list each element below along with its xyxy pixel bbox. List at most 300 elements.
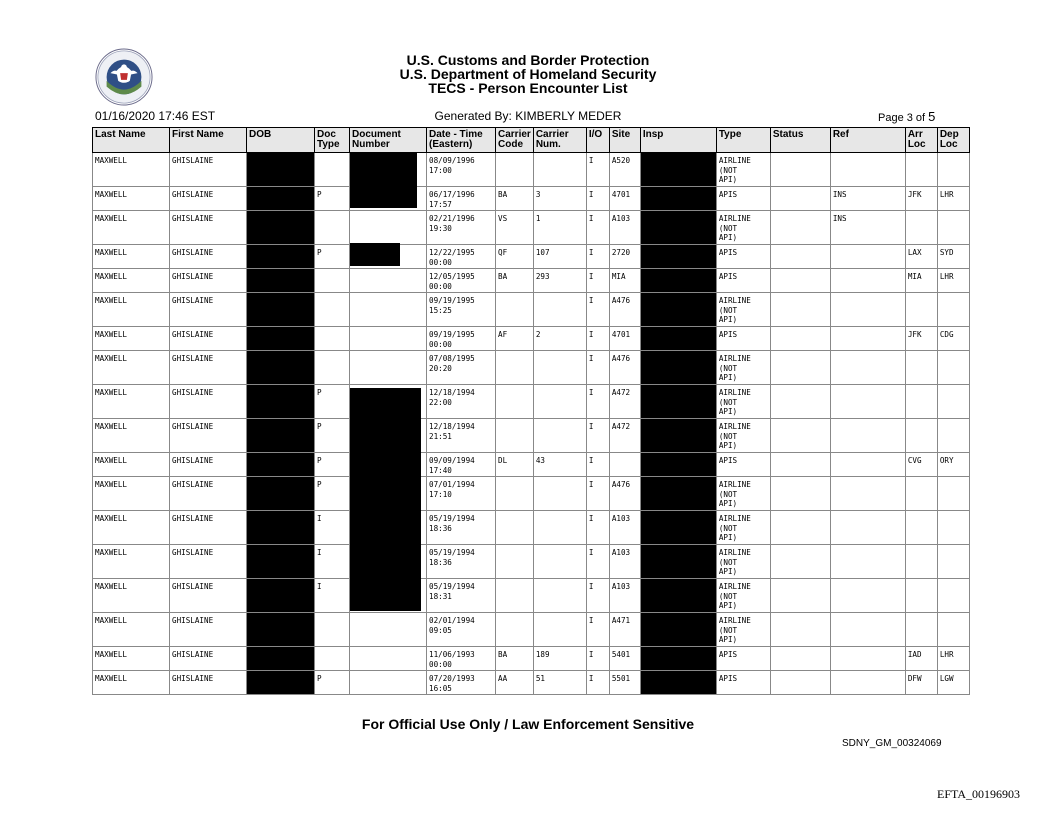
first-name-cell: GHISLAINE (170, 245, 247, 269)
type-cell: AIRLINE (NOT API) (716, 211, 770, 245)
doc-type-cell (315, 153, 350, 187)
site-cell: A472 (609, 385, 640, 419)
dob-cell (247, 647, 315, 671)
io-cell: I (586, 327, 609, 351)
redaction-block (350, 388, 421, 611)
type-cell: APIS (716, 269, 770, 293)
date-time-cell: 02/21/1996 19:30 (427, 211, 496, 245)
carrier-code-cell: QF (496, 245, 534, 269)
last-name-cell: MAXWELL (93, 477, 170, 511)
status-cell (770, 671, 830, 695)
first-name-cell: GHISLAINE (170, 671, 247, 695)
arr-loc-cell (905, 153, 937, 187)
first-name-cell: GHISLAINE (170, 579, 247, 613)
dep-loc-cell: SYD (937, 245, 969, 269)
department-title: U.S. Department of Homeland Security (399, 66, 657, 82)
dob-cell (247, 269, 315, 293)
insp-cell (640, 613, 716, 647)
date-time-cell: 08/09/1996 17:00 (427, 153, 496, 187)
first-name-cell: GHISLAINE (170, 613, 247, 647)
redaction-block (350, 153, 417, 208)
doc-type-cell: P (315, 477, 350, 511)
carrier-num-cell (533, 419, 586, 453)
io-cell: I (586, 477, 609, 511)
table-row (93, 579, 970, 613)
carrier-num-cell: 43 (533, 453, 586, 477)
doc-type-cell: I (315, 579, 350, 613)
ref-cell (830, 647, 905, 671)
table-row (93, 153, 970, 187)
first-name-cell: GHISLAINE (170, 385, 247, 419)
col-header: Carrier Code (496, 128, 534, 153)
arr-loc-cell (905, 613, 937, 647)
last-name-cell: MAXWELL (93, 545, 170, 579)
last-name-cell: MAXWELL (93, 293, 170, 327)
type-cell: APIS (716, 671, 770, 695)
dep-loc-cell (937, 511, 969, 545)
date-time-cell: 12/18/1994 21:51 (427, 419, 496, 453)
carrier-num-cell (533, 477, 586, 511)
ref-cell: INS (830, 187, 905, 211)
table-row (93, 647, 970, 671)
col-header: Type (716, 128, 770, 153)
site-cell: 5501 (609, 671, 640, 695)
insp-cell (640, 419, 716, 453)
insp-cell (640, 385, 716, 419)
doc-type-cell: P (315, 187, 350, 211)
carrier-num-cell: 2 (533, 327, 586, 351)
dep-loc-cell: LHR (937, 187, 969, 211)
table-header-row (93, 128, 970, 153)
type-cell: APIS (716, 245, 770, 269)
io-cell: I (586, 453, 609, 477)
date-time-cell: 07/08/1995 20:20 (427, 351, 496, 385)
date-time-cell: 12/18/1994 22:00 (427, 385, 496, 419)
io-cell: I (586, 269, 609, 293)
arr-loc-cell: JFK (905, 187, 937, 211)
site-cell: A103 (609, 579, 640, 613)
date-time-cell: 02/01/1994 09:05 (427, 613, 496, 647)
carrier-num-cell: 3 (533, 187, 586, 211)
first-name-cell: GHISLAINE (170, 351, 247, 385)
last-name-cell: MAXWELL (93, 245, 170, 269)
dob-cell (247, 545, 315, 579)
last-name-cell: MAXWELL (93, 613, 170, 647)
io-cell: I (586, 153, 609, 187)
type-cell: AIRLINE (NOT API) (716, 293, 770, 327)
first-name-cell: GHISLAINE (170, 187, 247, 211)
ref-cell (830, 245, 905, 269)
date-time-cell: 11/06/1993 00:00 (427, 647, 496, 671)
dob-cell (247, 419, 315, 453)
carrier-code-cell: BA (496, 187, 534, 211)
insp-cell (640, 211, 716, 245)
site-cell: A103 (609, 511, 640, 545)
arr-loc-cell (905, 477, 937, 511)
doc-type-cell: P (315, 453, 350, 477)
last-name-cell: MAXWELL (93, 511, 170, 545)
type-cell: AIRLINE (NOT API) (716, 545, 770, 579)
table-row (93, 385, 970, 419)
carrier-code-cell: DL (496, 453, 534, 477)
encounter-table (92, 127, 970, 695)
ref-cell (830, 453, 905, 477)
carrier-code-cell (496, 511, 534, 545)
type-cell: AIRLINE (NOT API) (716, 613, 770, 647)
ref-cell (830, 545, 905, 579)
agency-title: U.S. Customs and Border Protection (406, 52, 650, 68)
site-cell: A476 (609, 293, 640, 327)
carrier-num-cell (533, 293, 586, 327)
page-prefix: Page 3 of (878, 112, 929, 124)
io-cell: I (586, 511, 609, 545)
type-cell: APIS (716, 647, 770, 671)
table-row (93, 419, 970, 453)
col-header: Ref (830, 128, 905, 153)
dob-cell (247, 187, 315, 211)
dep-loc-cell (937, 211, 969, 245)
document-number-cell (350, 327, 427, 351)
type-cell: AIRLINE (NOT API) (716, 477, 770, 511)
status-cell (770, 211, 830, 245)
col-header: Insp (640, 128, 716, 153)
dep-loc-cell (937, 293, 969, 327)
type-cell: AIRLINE (NOT API) (716, 385, 770, 419)
document-number-cell (350, 211, 427, 245)
arr-loc-cell (905, 293, 937, 327)
dob-cell (247, 293, 315, 327)
type-cell: AIRLINE (NOT API) (716, 153, 770, 187)
dob-cell (247, 327, 315, 351)
last-name-cell: MAXWELL (93, 187, 170, 211)
col-header: Date - Time (Eastern) (427, 128, 496, 153)
first-name-cell: GHISLAINE (170, 647, 247, 671)
arr-loc-cell (905, 545, 937, 579)
arr-loc-cell (905, 419, 937, 453)
document-number-cell (350, 269, 427, 293)
site-cell: 4701 (609, 187, 640, 211)
ref-cell: INS (830, 211, 905, 245)
ref-cell (830, 153, 905, 187)
carrier-code-cell (496, 293, 534, 327)
ref-cell (830, 269, 905, 293)
dob-cell (247, 477, 315, 511)
type-cell: APIS (716, 453, 770, 477)
ref-cell (830, 613, 905, 647)
table-row (93, 327, 970, 351)
doc-type-cell (315, 211, 350, 245)
dob-cell (247, 453, 315, 477)
type-cell: AIRLINE (NOT API) (716, 579, 770, 613)
first-name-cell: GHISLAINE (170, 211, 247, 245)
insp-cell (640, 671, 716, 695)
table-row (93, 453, 970, 477)
insp-cell (640, 579, 716, 613)
document-number-cell (350, 293, 427, 327)
col-header: Last Name (93, 128, 170, 153)
doc-type-cell (315, 269, 350, 293)
io-cell: I (586, 351, 609, 385)
carrier-code-cell: VS (496, 211, 534, 245)
io-cell: I (586, 187, 609, 211)
date-time-cell: 05/19/1994 18:31 (427, 579, 496, 613)
date-time-cell: 09/19/1995 15:25 (427, 293, 496, 327)
carrier-code-cell (496, 579, 534, 613)
dob-cell (247, 579, 315, 613)
carrier-num-cell (533, 579, 586, 613)
insp-cell (640, 351, 716, 385)
status-cell (770, 385, 830, 419)
date-time-cell: 05/19/1994 18:36 (427, 511, 496, 545)
dep-loc-cell (937, 477, 969, 511)
arr-loc-cell (905, 211, 937, 245)
site-cell: A472 (609, 419, 640, 453)
document-number-cell (350, 647, 427, 671)
first-name-cell: GHISLAINE (170, 269, 247, 293)
dep-loc-cell (937, 153, 969, 187)
status-cell (770, 419, 830, 453)
first-name-cell: GHISLAINE (170, 453, 247, 477)
last-name-cell: MAXWELL (93, 647, 170, 671)
last-name-cell: MAXWELL (93, 153, 170, 187)
col-header: Status (770, 128, 830, 153)
carrier-code-cell (496, 385, 534, 419)
bates-number: SDNY_GM_00324069 (842, 738, 942, 749)
doc-type-cell (315, 613, 350, 647)
col-header: First Name (170, 128, 247, 153)
type-cell: AIRLINE (NOT API) (716, 351, 770, 385)
carrier-num-cell (533, 153, 586, 187)
table-row (93, 671, 970, 695)
first-name-cell: GHISLAINE (170, 419, 247, 453)
dep-loc-cell (937, 579, 969, 613)
ref-cell (830, 671, 905, 695)
site-cell: 2720 (609, 245, 640, 269)
status-cell (770, 269, 830, 293)
io-cell: I (586, 293, 609, 327)
io-cell: I (586, 211, 609, 245)
first-name-cell: GHISLAINE (170, 153, 247, 187)
table-row (93, 351, 970, 385)
carrier-code-cell (496, 613, 534, 647)
carrier-num-cell: 107 (533, 245, 586, 269)
type-cell: APIS (716, 187, 770, 211)
date-time-cell: 06/17/1996 17:57 (427, 187, 496, 211)
last-name-cell: MAXWELL (93, 419, 170, 453)
dep-loc-cell: LHR (937, 647, 969, 671)
site-cell: 4701 (609, 327, 640, 351)
io-cell: I (586, 613, 609, 647)
doc-type-cell: P (315, 419, 350, 453)
insp-cell (640, 453, 716, 477)
dep-loc-cell (937, 419, 969, 453)
status-cell (770, 293, 830, 327)
first-name-cell: GHISLAINE (170, 545, 247, 579)
carrier-code-cell: AA (496, 671, 534, 695)
date-time-cell: 12/22/1995 00:00 (427, 245, 496, 269)
carrier-num-cell: 51 (533, 671, 586, 695)
doc-type-cell (315, 647, 350, 671)
document-number-cell (350, 351, 427, 385)
dep-loc-cell: ORY (937, 453, 969, 477)
doc-type-cell: P (315, 385, 350, 419)
arr-loc-cell: DFW (905, 671, 937, 695)
carrier-code-cell (496, 153, 534, 187)
status-cell (770, 453, 830, 477)
table-row (93, 245, 970, 269)
status-cell (770, 351, 830, 385)
ref-cell (830, 293, 905, 327)
dep-loc-cell: LGW (937, 671, 969, 695)
dep-loc-cell (937, 385, 969, 419)
col-header: Dep Loc (937, 128, 969, 153)
status-cell (770, 545, 830, 579)
status-cell (770, 153, 830, 187)
dob-cell (247, 351, 315, 385)
ref-cell (830, 477, 905, 511)
first-name-cell: GHISLAINE (170, 293, 247, 327)
security-notice: For Official Use Only / Law Enforcement Sensitive (361, 716, 695, 732)
carrier-num-cell: 189 (533, 647, 586, 671)
io-cell: I (586, 671, 609, 695)
doc-type-cell: P (315, 245, 350, 269)
insp-cell (640, 153, 716, 187)
first-name-cell: GHISLAINE (170, 477, 247, 511)
last-name-cell: MAXWELL (93, 211, 170, 245)
doc-type-cell: I (315, 511, 350, 545)
report-title: TECS - Person Encounter List (428, 80, 628, 96)
last-name-cell: MAXWELL (93, 579, 170, 613)
carrier-num-cell (533, 385, 586, 419)
document-number-cell (350, 671, 427, 695)
arr-loc-cell (905, 385, 937, 419)
carrier-code-cell (496, 545, 534, 579)
insp-cell (640, 511, 716, 545)
dob-cell (247, 671, 315, 695)
date-time-cell: 07/01/1994 17:10 (427, 477, 496, 511)
table-row (93, 613, 970, 647)
site-cell: A103 (609, 545, 640, 579)
date-time-cell: 09/09/1994 17:40 (427, 453, 496, 477)
io-cell: I (586, 579, 609, 613)
dep-loc-cell (937, 351, 969, 385)
table-row (93, 269, 970, 293)
doc-type-cell (315, 327, 350, 351)
table-row (93, 187, 970, 211)
carrier-code-cell (496, 419, 534, 453)
date-time-cell: 12/05/1995 00:00 (427, 269, 496, 293)
insp-cell (640, 327, 716, 351)
status-cell (770, 187, 830, 211)
last-name-cell: MAXWELL (93, 453, 170, 477)
col-header: Site (609, 128, 640, 153)
doc-type-cell (315, 351, 350, 385)
carrier-code-cell: AF (496, 327, 534, 351)
last-name-cell: MAXWELL (93, 269, 170, 293)
insp-cell (640, 293, 716, 327)
last-name-cell: MAXWELL (93, 327, 170, 351)
site-cell: 5401 (609, 647, 640, 671)
carrier-num-cell (533, 613, 586, 647)
site-cell: A471 (609, 613, 640, 647)
carrier-num-cell: 293 (533, 269, 586, 293)
insp-cell (640, 647, 716, 671)
redaction-block (350, 243, 400, 266)
ref-cell (830, 579, 905, 613)
carrier-code-cell (496, 351, 534, 385)
print-date: 01/16/2020 17:46 EST (95, 109, 216, 123)
status-cell (770, 579, 830, 613)
status-cell (770, 647, 830, 671)
status-cell (770, 327, 830, 351)
carrier-num-cell (533, 511, 586, 545)
ref-cell (830, 351, 905, 385)
col-header: I/O (586, 128, 609, 153)
type-cell: APIS (716, 327, 770, 351)
type-cell: AIRLINE (NOT API) (716, 419, 770, 453)
date-time-cell: 09/19/1995 00:00 (427, 327, 496, 351)
carrier-code-cell: BA (496, 647, 534, 671)
table-row (93, 293, 970, 327)
dep-loc-cell (937, 545, 969, 579)
last-name-cell: MAXWELL (93, 671, 170, 695)
status-cell (770, 477, 830, 511)
generated-by: Generated By: KIMBERLY MEDER (434, 109, 622, 123)
doc-type-cell: I (315, 545, 350, 579)
status-cell (770, 511, 830, 545)
status-cell (770, 245, 830, 269)
dep-loc-cell: LHR (937, 269, 969, 293)
io-cell: I (586, 419, 609, 453)
table-row (93, 477, 970, 511)
carrier-num-cell (533, 545, 586, 579)
arr-loc-cell: JFK (905, 327, 937, 351)
efta-number: EFTA_00196903 (937, 787, 1021, 801)
table-row (93, 511, 970, 545)
dob-cell (247, 211, 315, 245)
carrier-code-cell (496, 477, 534, 511)
arr-loc-cell: CVG (905, 453, 937, 477)
dep-loc-cell (937, 613, 969, 647)
page-indicator (878, 109, 935, 124)
site-cell: A476 (609, 477, 640, 511)
arr-loc-cell (905, 511, 937, 545)
table-row (93, 545, 970, 579)
dob-cell (247, 511, 315, 545)
site-cell: A476 (609, 351, 640, 385)
io-cell: I (586, 385, 609, 419)
page-total: 5 (928, 109, 936, 124)
insp-cell (640, 269, 716, 293)
arr-loc-cell: LAX (905, 245, 937, 269)
doc-type-cell: P (315, 671, 350, 695)
ref-cell (830, 327, 905, 351)
arr-loc-cell (905, 579, 937, 613)
table-row (93, 211, 970, 245)
col-header: Arr Loc (905, 128, 937, 153)
site-cell: MIA (609, 269, 640, 293)
date-time-cell: 07/20/1993 16:05 (427, 671, 496, 695)
last-name-cell: MAXWELL (93, 351, 170, 385)
date-time-cell: 05/19/1994 18:36 (427, 545, 496, 579)
arr-loc-cell: MIA (905, 269, 937, 293)
dob-cell (247, 613, 315, 647)
site-cell (609, 453, 640, 477)
col-header: DOB (247, 128, 315, 153)
insp-cell (640, 187, 716, 211)
site-cell: A520 (609, 153, 640, 187)
last-name-cell: MAXWELL (93, 385, 170, 419)
